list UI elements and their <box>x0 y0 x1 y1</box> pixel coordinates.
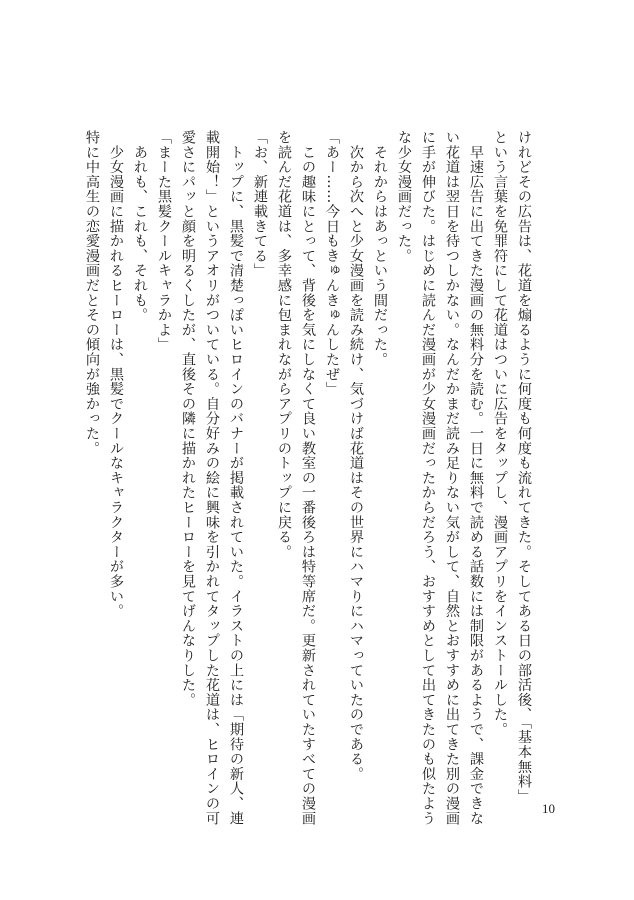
text-line: な少女漫画だった。 <box>396 130 412 264</box>
page-number: 10 <box>542 801 555 816</box>
text-line: 「お、新連載きてる」 <box>252 130 268 278</box>
text-line: に手が伸びた。はじめに読んだ漫画が少女漫画だったからだろう、おすすめとして出てきたのも似たよう <box>420 130 436 826</box>
text-line: という言葉を免罪符にして花道はついに広告をタップし、漫画アプリをインストールした。 <box>492 130 508 737</box>
text-line: 早速広告に出てきた漫画の無料分を読む。一日に無料で読める話数には制限があるようで、課金できな <box>468 130 484 826</box>
text-line: 特に中高生の恋愛漫画だとその傾向が強かった。 <box>84 130 100 456</box>
text-line: い花道は翌日を待つしかない。なんだかまだ読み足りない気がして、自然とおすすめに出てきた別の漫画 <box>444 130 460 826</box>
text-line: 愛さにパッと顔を明るくしたが、直後その隣に描かれたヒーローを見てげんなりした。 <box>180 130 196 708</box>
text-line: 載開始！」というアオリがついている。自分好みの絵に興味を引かれてタップした花道は、ヒロインの可 <box>204 130 220 826</box>
text-line: この趣味にとって、背後を気にしなくて良い教室の一番後ろは特等席だ。更新されていたすべての漫画 <box>300 130 316 826</box>
vertical-text-body <box>84 130 536 826</box>
text-line: 少女漫画に描かれるヒーローは、黒髪でクールなキャラクターが多い。 <box>108 130 124 619</box>
text-line: トップに、黒髪で清楚っぽいヒロインのバナーが掲載されていた。イラストの上には「期待の新人、連 <box>228 130 244 826</box>
text-line: を読んだ花道は、多幸感に包まれながらアプリのトップに戻る。 <box>276 130 292 560</box>
text-line: それからはあっという間だった。 <box>372 130 388 367</box>
text-line: あれも、これも、それも。 <box>132 130 148 323</box>
text-line: 「あー……今日もきゅんきゅんしたぜ」 <box>324 130 340 397</box>
text-line: 次から次へと少女漫画を読み続け、気づけば花道はその世界にハマりにハマっていたのである。 <box>348 130 364 782</box>
text-line: 「まーた黒髪クールキャラかよ」 <box>156 130 172 352</box>
text-line: けれどその広告は、花道を煽るように何度も何度も流れてきた。そしてある日の部活後、「基本無料」 <box>516 130 532 804</box>
